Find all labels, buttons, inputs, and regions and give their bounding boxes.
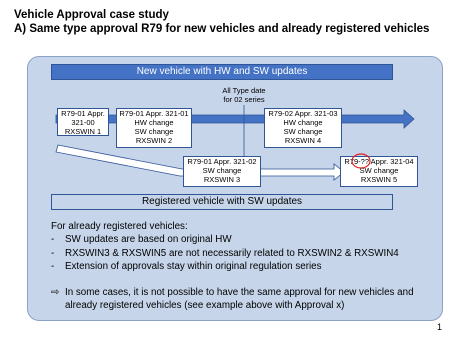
- approval-box-321-02: R79-01 Appr. 321-02 SW change RXSWIN 3: [183, 156, 261, 187]
- explanation-intro: For already registered vehicles:: [51, 221, 188, 232]
- bullet-text: SW updates are based on original HW: [65, 234, 232, 246]
- title-line-1: Vehicle Approval case study: [14, 9, 169, 21]
- bullet-item: [51, 260, 436, 273]
- approval-box-321-00: R79-01 Appr. 321-00 RXSWIN 1: [57, 108, 109, 136]
- bullet-marker: -: [51, 247, 55, 259]
- bullet-item: [51, 233, 436, 246]
- approval-box-321-01: R79-01 Appr. 321-01 HW change SW change RXSWIN 2: [116, 108, 192, 148]
- page-number: 1: [436, 322, 442, 332]
- bullet-text: Extension of approvals stay within original regulation series: [65, 261, 322, 273]
- bullet-marker: -: [51, 234, 55, 246]
- banner-registered-vehicle: Registered vehicle with SW updates: [51, 194, 393, 210]
- approval-box-321-03: R79-02 Appr. 321-03 HW change SW change RXSWIN 4: [264, 108, 342, 148]
- bullet-marker: -: [51, 261, 55, 273]
- highlight-circle: [352, 154, 370, 168]
- type-date-note: All Type date for 02 series: [222, 86, 266, 104]
- right-arrow-icon: ⇨: [51, 286, 60, 298]
- title-line-2: A) Same type approval R79 for new vehicles and already registered vehicles: [14, 23, 430, 35]
- approval-box-321-04: R79-?? Appr. 321-04 SW change RXSWIN 5: [340, 156, 418, 187]
- conclusion: [51, 286, 436, 313]
- explanation-text: [51, 220, 436, 312]
- conclusion-text: In some cases, it is not possible to have the same approval for new vehicles and already registered vehicles (see example above with Approval x): [65, 286, 414, 312]
- bullet-item: [51, 247, 436, 260]
- banner-new-vehicle: New vehicle with HW and SW updates: [51, 64, 393, 80]
- bullet-text: RXSWIN3 & RXSWIN5 are not necessarily related to RXSWIN2 & RXSWIN4: [65, 247, 399, 259]
